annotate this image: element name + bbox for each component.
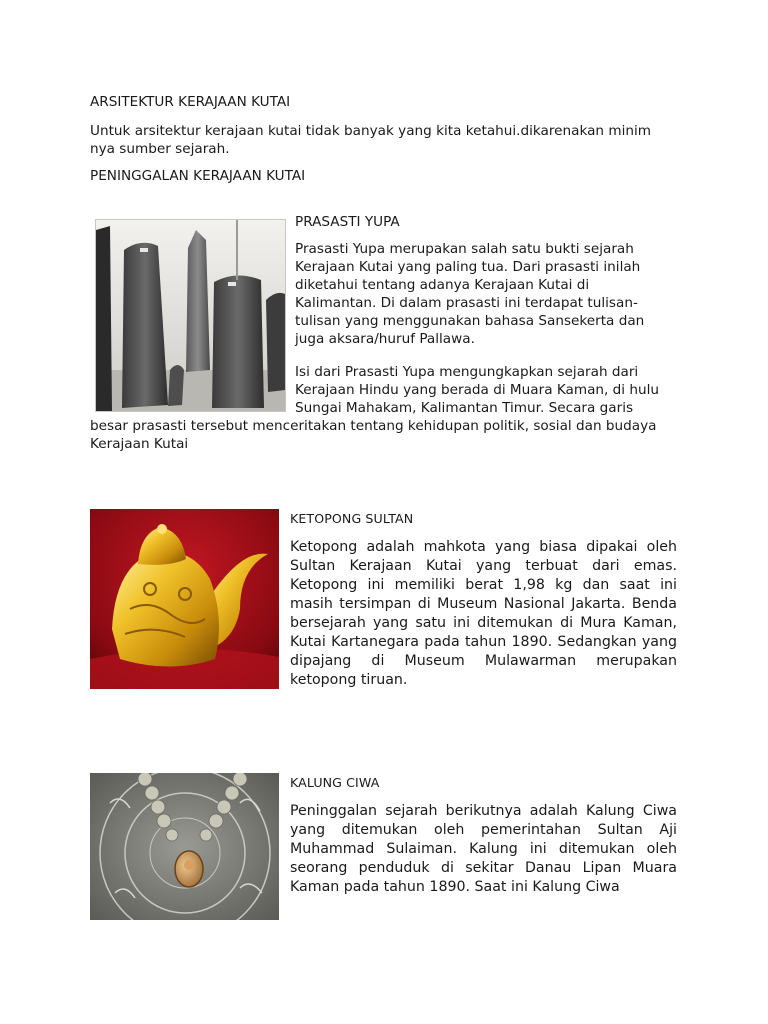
ketopong-sultan-photo xyxy=(90,509,279,689)
kalung-paragraph: Peninggalan sejarah berikutnya adalah Kalung Ciwa yang ditemukan oleh pemerintahan Sultan Aji Muhammad Sulaiman. Kalung ini ditemukan oleh seorang penduduk di sekitar Danau Lipan Muara Kaman pada tahun 1890. Saat ini Kalung Ciwa xyxy=(290,803,677,895)
intro-line: nya sumber sejarah. xyxy=(90,141,230,157)
yupa-heading: PRASASTI YUPA xyxy=(295,214,400,230)
yupa-line: diketahui tentang adanya Kerajaan Kutai di xyxy=(295,277,590,293)
ketopong-heading: KETOPONG SULTAN xyxy=(290,511,414,526)
yupa-paragraph-1 xyxy=(295,240,644,348)
intro-line: Untuk arsitektur kerajaan kutai tidak banyak yang kita ketahui.dikarenakan minim xyxy=(90,123,652,139)
yupa-line: Kerajaan Hindu yang berada di Muara Kaman, di hulu xyxy=(295,382,660,398)
ketopong-paragraph: Ketopong adalah mahkota yang biasa dipakai oleh Sultan Kerajaan Kutai yang terbuat dari emas. Ketopong ini memiliki berat 1,98 kg dan saat ini masih tersimpan di Museum Nasional Jakarta. Benda bersejarah yang satu ini ditemukan di Mura Kaman, Kutai Kartanegara pada tahun 1890. Sedangkan yang dipajang di Museum Mulawarman merupakan ketopong tiruan. xyxy=(290,539,677,688)
yupa-line: Kalimantan. Di dalam prasasti ini terdapat tulisan- xyxy=(295,295,638,311)
yupa-line: Kerajaan Kutai xyxy=(90,436,189,452)
kalung-heading: KALUNG CIWA xyxy=(290,775,380,790)
yupa-line: Sungai Mahakam, Kalimantan Timur. Secara garis xyxy=(295,400,634,416)
prasasti-yupa-illustration xyxy=(96,220,285,411)
yupa-paragraph-2-continued xyxy=(90,417,657,453)
ketopong-illustration xyxy=(90,509,279,689)
yupa-line: Isi dari Prasasti Yupa mengungkapkan sejarah dari xyxy=(295,364,639,380)
yupa-line: Prasasti Yupa merupakan salah satu bukti sejarah xyxy=(295,241,634,257)
yupa-line: besar prasasti tersebut menceritakan tentang kehidupan politik, sosial dan budaya xyxy=(90,418,657,434)
yupa-line: juga aksara/huruf Pallawa. xyxy=(295,331,475,347)
yupa-paragraph-2 xyxy=(295,363,659,417)
yupa-line: Kerajaan Kutai yang paling tua. Dari prasasti inilah xyxy=(295,259,641,275)
section-heading: PENINGGALAN KERAJAAN KUTAI xyxy=(90,168,306,184)
intro-paragraph xyxy=(90,122,651,158)
kalung-ciwa-photo xyxy=(90,773,279,920)
kalung-ciwa-illustration xyxy=(90,773,279,920)
prasasti-yupa-photo xyxy=(95,219,286,412)
yupa-line: tulisan yang menggunakan bahasa Sansekerta dan xyxy=(295,313,645,329)
page-title: ARSITEKTUR KERAJAAN KUTAI xyxy=(90,94,291,110)
